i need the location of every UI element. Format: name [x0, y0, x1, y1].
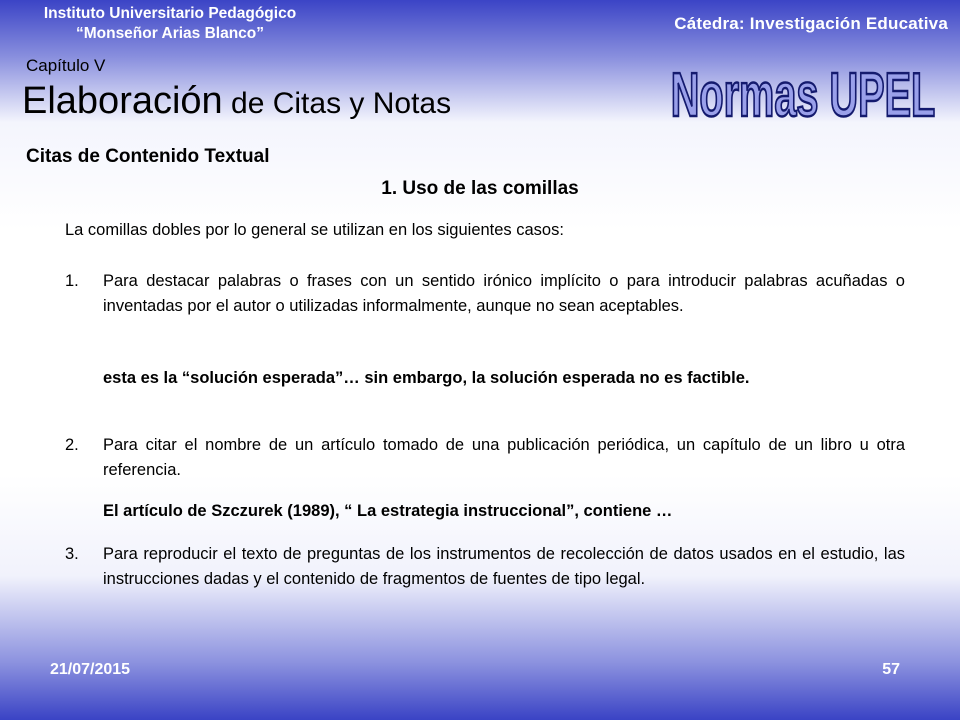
- institute-line-1: Instituto Universitario Pedagógico: [43, 5, 297, 22]
- example-text: El artículo de Szczurek (1989), “ La estrategia instruccional”, contiene …: [103, 502, 673, 520]
- intro-text: La comillas dobles por lo general se utilizan en los siguientes casos:: [65, 221, 564, 239]
- page-number: 57: [882, 661, 900, 678]
- list-item-text: Para reproducir el texto de preguntas de los instrumentos de recolección de datos usados en el estudio, las instrucciones dadas y el contenido de fragmentos de fuentes de tipo legal.: [103, 545, 905, 588]
- institute-name: [0, 4, 340, 44]
- chapter-label: Capítulo V: [26, 56, 106, 75]
- logo-text: Normas UPEL: [670, 61, 936, 126]
- list-item: [65, 269, 905, 318]
- catedra-label: Cátedra: Investigación Educativa: [674, 14, 948, 33]
- institute-line-2: “Monseñor Arias Blanco”: [75, 25, 265, 42]
- title-main-word: Elaboración: [22, 80, 223, 122]
- list-item-text: Para destacar palabras o frases con un sentido irónico implícito o para introducir palabras acuñadas o inventadas por el autor o utilizadas informalmente, aunque no sean aceptables.: [103, 272, 905, 315]
- list-item-number: 2.: [65, 436, 79, 454]
- list-item-text: Para citar el nombre de un artículo tomado de una publicación periódica, un capítulo de un libro u otra referencia.: [103, 436, 905, 479]
- title-rest: de Citas y Notas: [222, 87, 452, 120]
- list-item: [65, 433, 905, 482]
- list-item-number: 1.: [65, 272, 79, 290]
- footer-date: 21/07/2015: [50, 661, 131, 678]
- list-item: [65, 542, 905, 591]
- subsection-title: 1. Uso de las comillas: [381, 178, 579, 199]
- section-title: Citas de Contenido Textual: [26, 146, 270, 167]
- normas-upel-logo: [668, 56, 938, 126]
- example-text: esta es la “solución esperada”… sin embargo, la solución esperada no es factible.: [103, 369, 750, 387]
- list-item-number: 3.: [65, 545, 79, 563]
- slide-title: [22, 80, 451, 123]
